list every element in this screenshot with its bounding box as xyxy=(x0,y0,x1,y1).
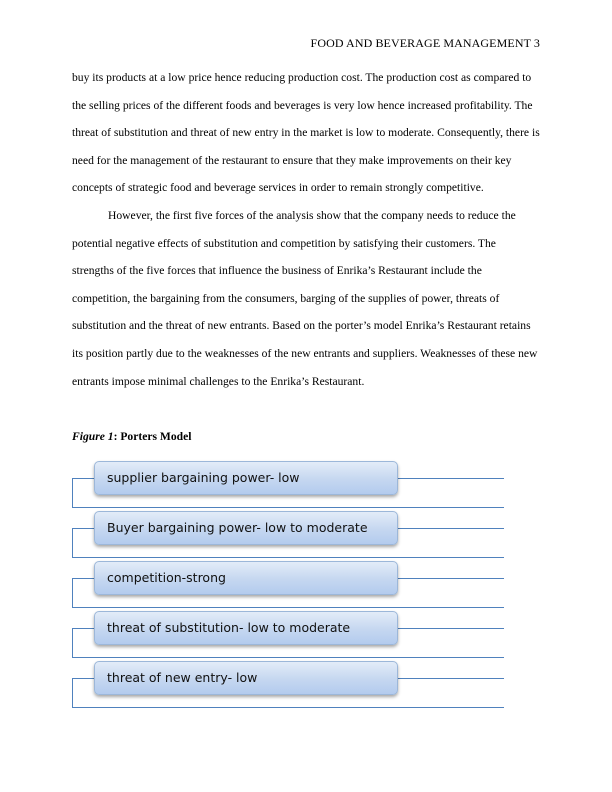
diagram-box-substitution: threat of substitution- low to moderate xyxy=(94,611,398,645)
diagram-row xyxy=(72,661,505,711)
diagram-box-new-entry: threat of new entry- low xyxy=(94,661,398,695)
diagram-row xyxy=(72,561,505,611)
diagram-row xyxy=(72,611,505,661)
diagram-box-supplier: supplier bargaining power- low xyxy=(94,461,398,495)
diagram-row xyxy=(72,511,505,561)
paragraph-2: However, the first five forces of the analysis show that the company needs to reduce the potential negative effects of substitution and competition by satisfying their customers. The strengths of the five forces that influence the business of Enrika’s Restaurant include the competition, the bargaining from the consumers, barging of the supplies of power, threats of substitution and the threat of new entrants. Based on the porter’s model Enrika’s Restaurant retains its position partly due to the weaknesses of the new entrants and suppliers. Weaknesses of these new entrants impose minimal challenges to the Enrika’s Restaurant. xyxy=(72,208,538,388)
figure-caption xyxy=(72,430,191,443)
running-head: FOOD AND BEVERAGE MANAGEMENT 3 xyxy=(310,36,540,50)
diagram-row xyxy=(72,461,505,511)
figure-title: : Porters Model xyxy=(113,430,192,443)
figure-label: Figure 1 xyxy=(72,430,114,443)
body-text xyxy=(72,64,540,395)
diagram-box-competition: competition-strong xyxy=(94,561,398,595)
diagram-box-buyer: Buyer bargaining power- low to moderate xyxy=(94,511,398,545)
paragraph-1: buy its products at a low price hence reducing production cost. The production cost as compared to the selling prices of the different foods and beverages is very low hence increased profitability. The threat of substitution and threat of new entry in the market is low to moderate. Consequently, there is need for the management of the restaurant to ensure that they make improvements on their key concepts of strategic food and beverage services in order to remain strongly competitive. xyxy=(72,71,540,195)
